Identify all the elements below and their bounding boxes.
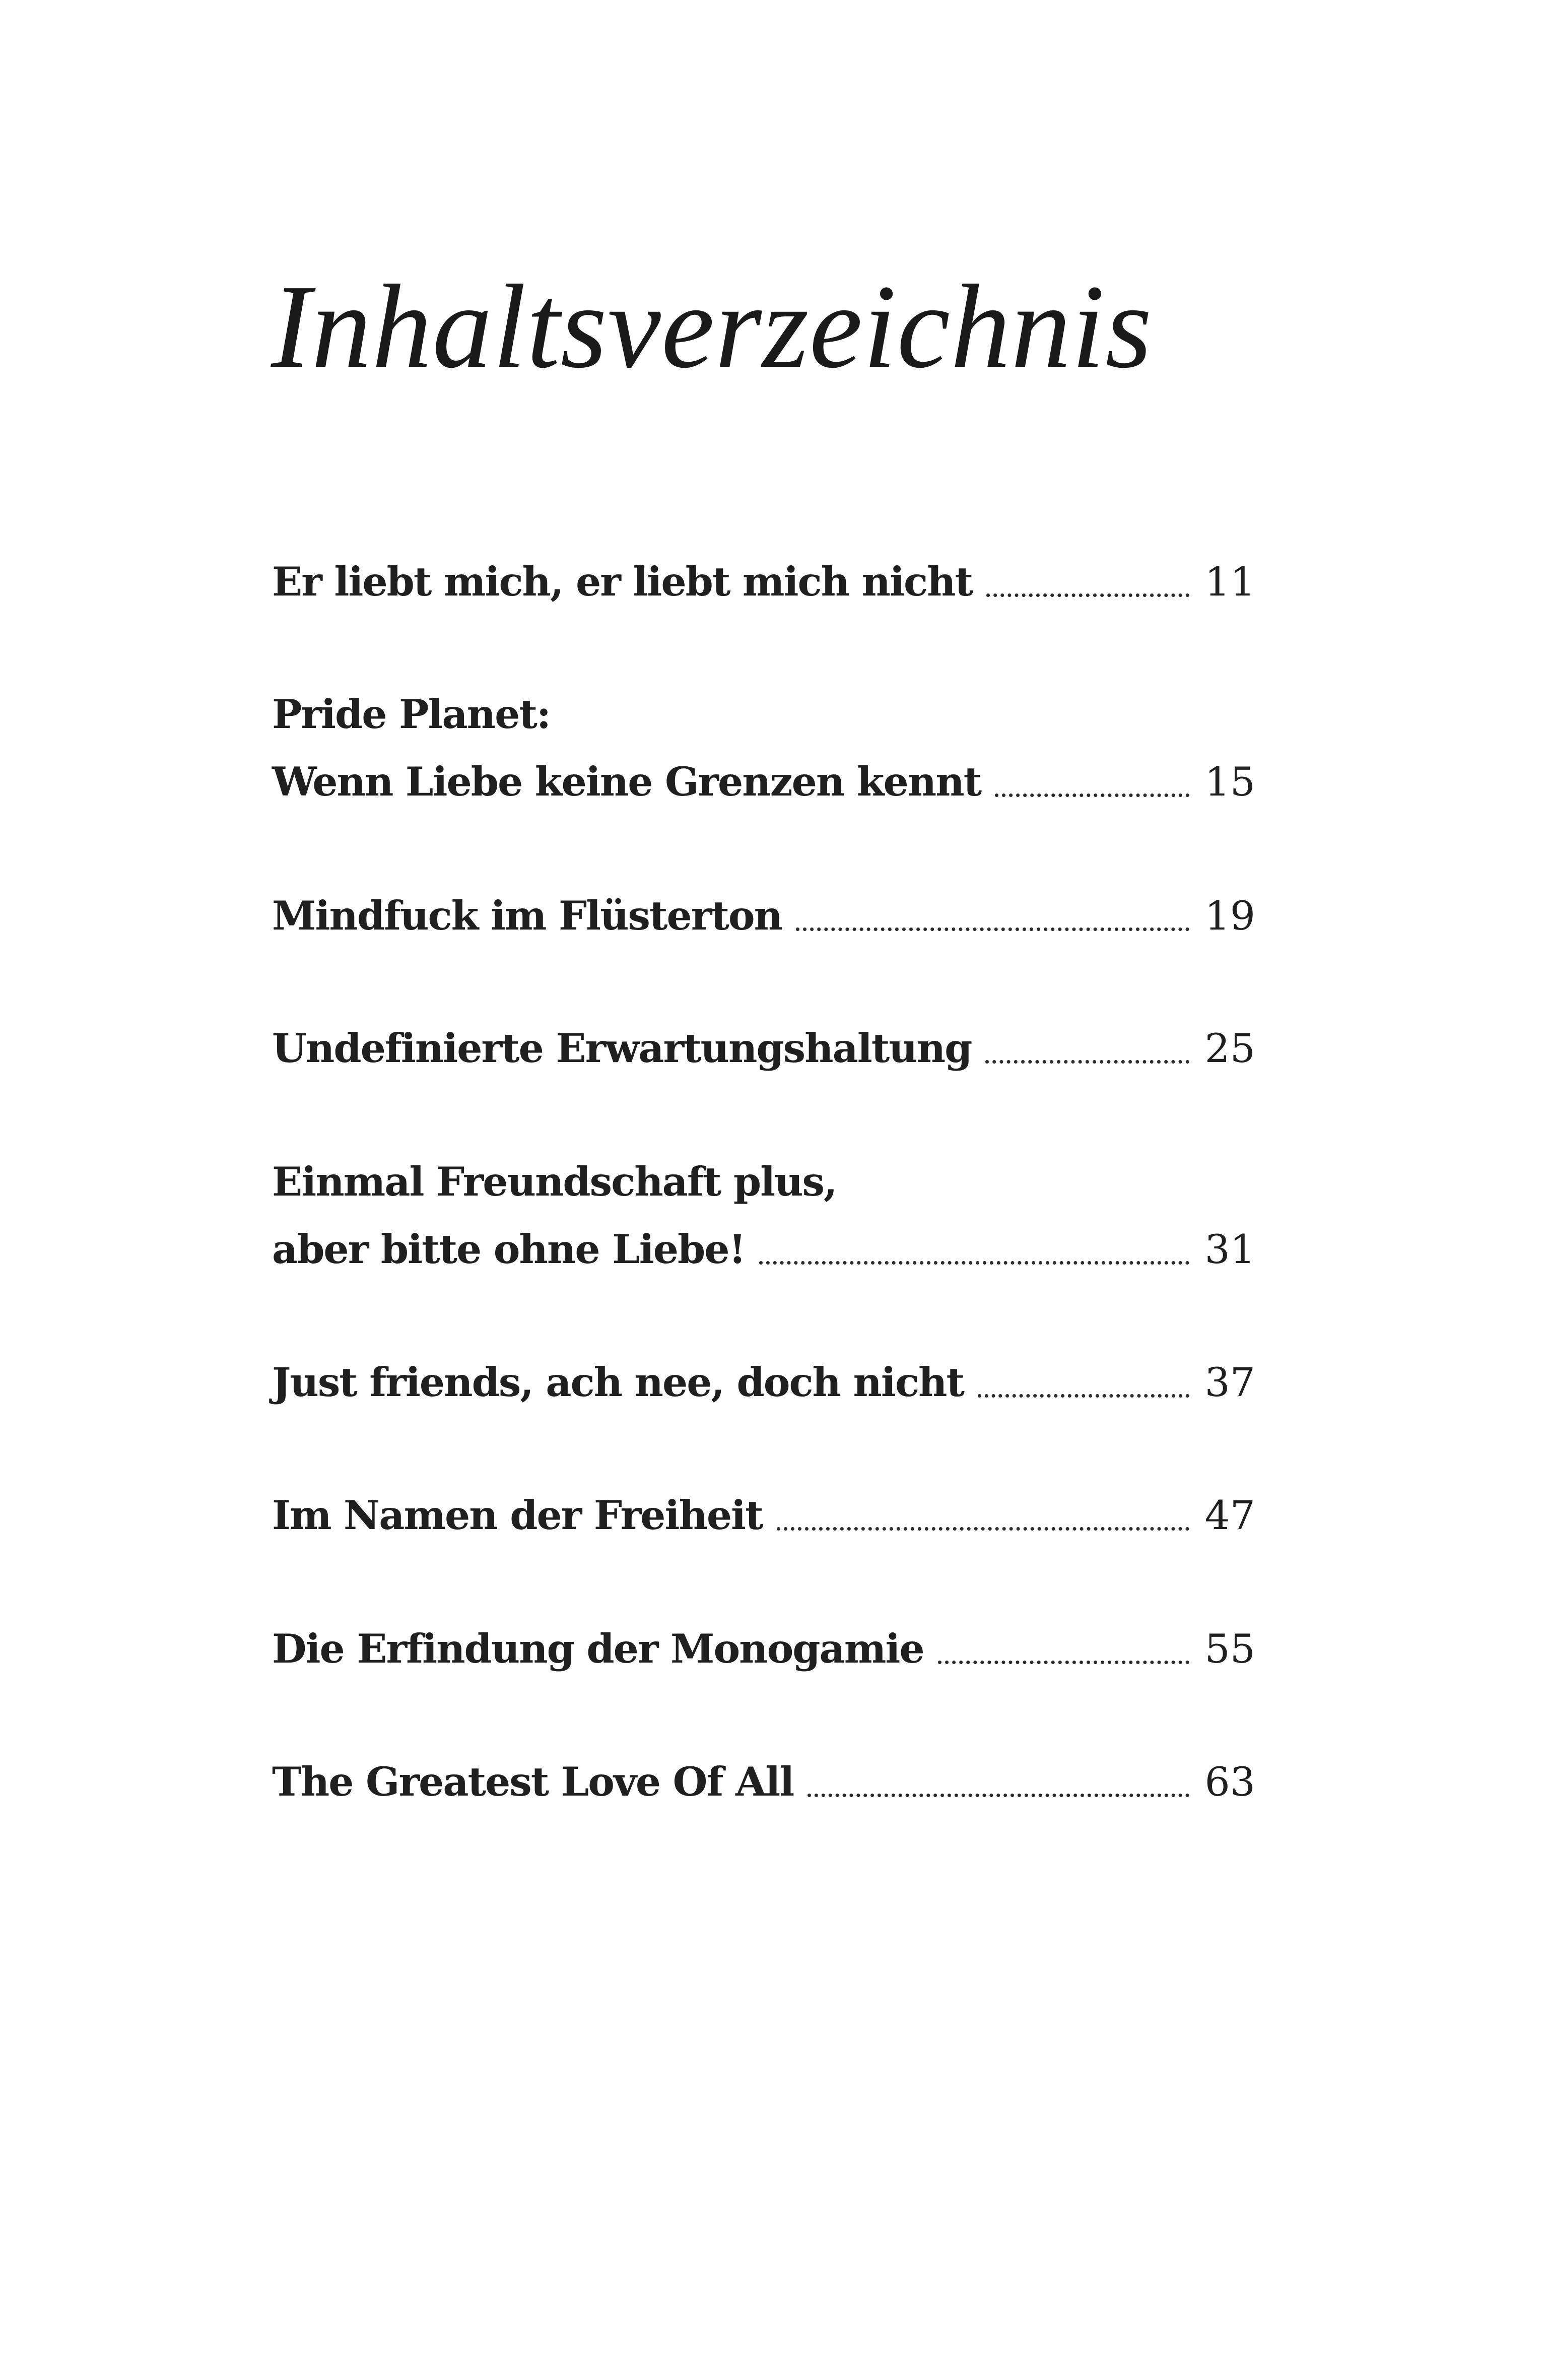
toc-page-number: 11 — [1204, 559, 1255, 605]
toc-page-number: 31 — [1204, 1226, 1255, 1273]
dot-leader — [995, 794, 1189, 797]
toc-entry-monogamie[interactable] — [272, 1619, 1255, 1679]
toc-entry-pride-planet-line-2[interactable] — [272, 752, 1255, 812]
dot-leader — [986, 593, 1189, 597]
dot-leader — [938, 1661, 1190, 1664]
toc-entry-title: Mindfuck im Flüsterton — [272, 892, 782, 939]
toc-page-number: 37 — [1204, 1359, 1255, 1406]
dot-leader — [796, 928, 1189, 931]
toc-entry-undefinierte[interactable] — [272, 1018, 1255, 1079]
toc-page-number: 25 — [1204, 1025, 1255, 1072]
toc-entry-title: Einmal Freundschaft plus, — [272, 1158, 837, 1205]
toc-entry-greatest-love[interactable] — [272, 1752, 1255, 1812]
toc-entry-title: Die Erfindung der Monogamie — [272, 1625, 924, 1672]
toc-entry-title: Undefinierte Erwartungshaltung — [272, 1025, 972, 1072]
toc-entry-title: Just friends, ach nee, doch nicht — [272, 1359, 964, 1406]
table-of-contents — [272, 0, 1255, 2380]
toc-page-number: 55 — [1204, 1626, 1255, 1672]
dot-leader — [985, 1060, 1189, 1064]
toc-entry-freundschaft-line-1[interactable] — [272, 1152, 1255, 1212]
dot-leader — [978, 1394, 1189, 1398]
toc-page-number: 47 — [1204, 1492, 1255, 1539]
toc-entry-title: Er liebt mich, er liebt mich nicht — [272, 558, 973, 605]
dot-leader — [759, 1261, 1189, 1265]
toc-entry-title: Pride Planet: — [272, 691, 550, 738]
toc-entry-title: Im Namen der Freiheit — [272, 1492, 763, 1539]
toc-entry-mindfuck[interactable] — [272, 886, 1255, 946]
toc-page-number: 63 — [1204, 1759, 1255, 1805]
page-title: Inhaltsverzeichnis — [271, 260, 1153, 393]
dot-leader — [808, 1794, 1189, 1797]
toc-entry-freiheit[interactable] — [272, 1485, 1255, 1546]
toc-entry-pride-planet-line-1[interactable] — [272, 684, 1255, 745]
toc-entry-title: aber bitte ohne Liebe! — [272, 1226, 746, 1273]
toc-entry-er-liebt-mich[interactable] — [272, 552, 1255, 612]
toc-entry-just-friends[interactable] — [272, 1352, 1255, 1413]
dot-leader — [777, 1527, 1190, 1531]
toc-entry-title: The Greatest Love Of All — [272, 1758, 794, 1805]
toc-entry-freundschaft-line-2[interactable] — [272, 1219, 1255, 1280]
toc-page-number: 19 — [1204, 893, 1255, 939]
toc-entry-title: Wenn Liebe keine Grenzen kennt — [272, 758, 981, 805]
toc-page-number: 15 — [1204, 759, 1255, 805]
